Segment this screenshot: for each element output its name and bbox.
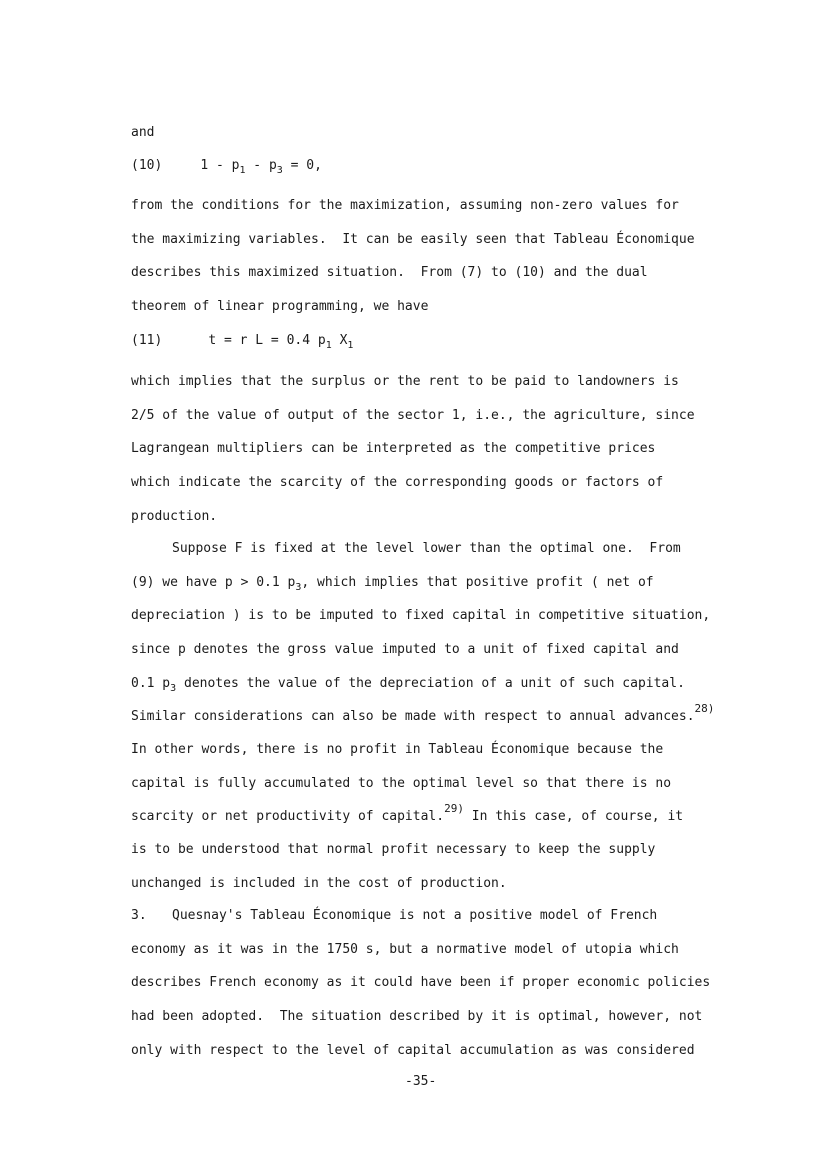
text-line: Lagrangean multipliers can be interpreted as the competitive prices <box>131 441 656 456</box>
text-line: only with respect to the level of capital accumulation as was considered <box>131 1043 695 1058</box>
text-line: In other words, there is no profit in Tableau Économique because the <box>131 742 664 757</box>
text-line: depreciation ) is to be imputed to fixed capital in competitive situation, <box>131 608 711 623</box>
text-line: 2/5 of the value of output of the sector 1, i.e., the agriculture, since <box>131 408 695 423</box>
equation-label: (11) <box>131 333 163 348</box>
text-line: is to be understood that normal profit necessary to keep the supply <box>131 842 656 857</box>
text-line: had been adopted. The situation described by it is optimal, however, not <box>131 1009 703 1024</box>
text-line: from the conditions for the maximization, assuming non-zero values for <box>131 198 679 213</box>
text-line: Quesnay's Tableau Économique is not a positive model of French <box>172 908 658 923</box>
text-line: (9) we have p > 0.1 $p_3$, which implies that positive profit ( net of <box>131 575 654 593</box>
text-line: theorem of linear programming, we have <box>131 299 429 314</box>
text-line: economy as it was in the 1750 s, but a normative model of utopia which <box>131 942 679 957</box>
section-number: 3. <box>131 908 147 923</box>
text-line: 0.1 $p_3$ denotes the value of the depreciation of a unit of such capital. <box>131 676 685 694</box>
page-number: -35- <box>405 1074 437 1089</box>
footnote-marker: 28) <box>694 702 715 715</box>
footnote-marker: 29) <box>444 802 464 815</box>
equation-label: (10) <box>131 158 163 173</box>
equation-10: (10) $1 - p_1 - p_3 = 0$, <box>131 158 322 176</box>
text-line: describes this maximized situation. From (7) to (10) and the dual <box>131 265 648 280</box>
text-line: and <box>131 125 155 140</box>
text-line: which indicate the scarcity of the corresponding goods or factors of <box>131 475 664 490</box>
text-line: unchanged is included in the cost of production. <box>131 876 507 891</box>
text-line: which implies that the surplus or the rent to be paid to landowners is <box>131 374 679 389</box>
equation-11: (11) t = r L = 0.4 $p_1$ $X_1$ <box>131 333 354 351</box>
text-line: the maximizing variables. It can be easily seen that Tableau Économique <box>131 232 695 247</box>
text-line: production. <box>131 509 218 524</box>
text-line: since p denotes the gross value imputed to a unit of fixed capital and <box>131 642 679 657</box>
text-line: Suppose F is fixed at the level lower than the optimal one. From <box>172 541 681 556</box>
text-line: Similar considerations can also be made with respect to annual advances.$^{28)}$ <box>131 702 715 724</box>
text-line: capital is fully accumulated to the optimal level so that there is no <box>131 776 672 791</box>
text-line: scarcity or net productivity of capital.$^{29)}$ In this case, of course, it <box>131 802 684 824</box>
text-line: describes French economy as it could have been if proper economic policies <box>131 975 711 990</box>
